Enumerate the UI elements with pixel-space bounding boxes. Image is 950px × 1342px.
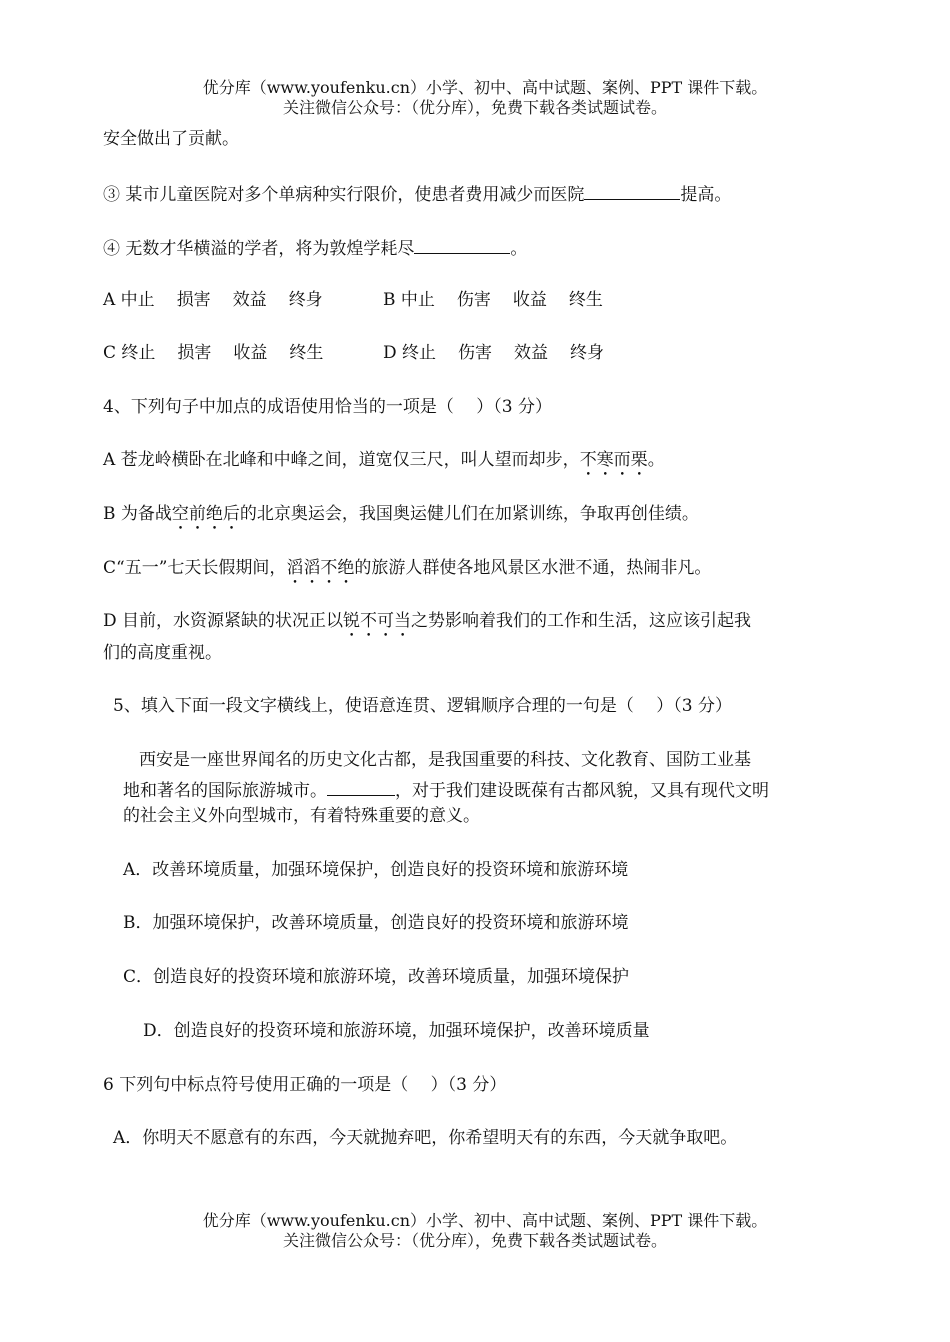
q3-option-d — [383, 343, 604, 363]
q3-s3-text: ③ 某市儿童医院对多个单病种实行限价，使患者费用减少而医院 — [103, 185, 585, 205]
q3-b-word-4: 终生 — [568, 290, 603, 310]
q3-continued-text: 安全做出了贡献。 — [103, 129, 239, 149]
q3-option-c — [103, 343, 323, 363]
q3-s4-text: ④ 无数才华横溢的学者，将为敦煌学耗尽 — [103, 239, 415, 259]
q4-c-idiom: 滔滔不绝 — [286, 558, 355, 578]
q3-option-b — [383, 290, 603, 310]
q3-sentence-3 — [103, 182, 731, 205]
q3-d-word-4: 终身 — [570, 343, 605, 363]
q5-blank — [327, 778, 395, 796]
header-line-1: 优分库（www.youfenku.cn）小学、初中、高中试题、案例、PPT 课件下载。 — [202, 78, 768, 97]
q3-a-word-4: 终身 — [288, 290, 323, 310]
q3-a-word-2: 损害 — [176, 290, 211, 310]
q6-option-a: A．你明天不愿意有的东西，今天就抛弃吧，你希望明天有的东西，今天就争取吧。 — [113, 1128, 738, 1148]
q3-c-word-3: 收益 — [233, 343, 268, 363]
q3-c-word-2: 损害 — [177, 343, 212, 363]
q4-option-b — [103, 504, 699, 534]
q5-para-line-3: 的社会主义外向型城市，有着特殊重要的意义。 — [123, 806, 480, 826]
q3-b-word-2: 伤害 — [456, 290, 491, 310]
q4-a-idiom: 不寒而栗 — [579, 450, 648, 470]
q3-option-a — [103, 290, 323, 310]
q5-para-text: 地和著名的国际旅游城市。 — [123, 781, 327, 801]
q4-b-text: B 为备战 — [103, 504, 172, 524]
footer-line-2: 关注微信公众号：（优分库），免费下载各类试题试卷。 — [282, 1231, 667, 1250]
q4-d-end: 之势影响着我们的工作和生活，这应该引起我 — [411, 611, 752, 631]
q5-para-line-2 — [123, 778, 769, 801]
q3-s4-end: 。 — [510, 239, 528, 259]
header-line-2: 关注微信公众号：（优分库），免费下载各类试题试卷。 — [282, 98, 667, 117]
q3-b-word-1: B 中止 — [383, 290, 435, 310]
q4-option-d — [103, 611, 751, 641]
q3-d-word-3: 效益 — [514, 343, 549, 363]
q4-option-d-line-2: 们的高度重视。 — [103, 643, 222, 663]
q3-s4-blank — [414, 236, 510, 254]
q5-para-line-1: 西安是一座世界闻名的历史文化古都，是我国重要的科技、文化教育、国防工业基 — [139, 750, 751, 770]
q3-d-word-2: 伤害 — [458, 343, 493, 363]
q4-c-end: 的旅游人群使各地风景区水泄不通，热闹非凡。 — [354, 558, 712, 578]
q3-b-word-3: 收益 — [512, 290, 547, 310]
q6-title: 6 下列句中标点符号使用正确的一项是（ ）（3 分） — [103, 1075, 507, 1095]
q3-s3-end: 提高。 — [680, 185, 732, 205]
page-footer — [0, 1211, 950, 1251]
q3-c-word-4: 终生 — [289, 343, 324, 363]
q3-d-word-1: D 终止 — [383, 343, 437, 363]
q3-s3-blank — [584, 182, 680, 200]
q3-a-word-3: 效益 — [232, 290, 267, 310]
q4-option-c — [103, 558, 711, 588]
q4-option-a — [103, 450, 665, 480]
q5-option-c: C．创造良好的投资环境和旅游环境，改善环境质量，加强环境保护 — [123, 967, 630, 987]
q4-a-text: A 苍龙岭横卧在北峰和中峰之间，道宽仅三尺，叫人望而却步， — [103, 450, 580, 470]
q4-c-text: C“五一”七天长假期间， — [103, 558, 287, 578]
q4-title: 4、下列句子中加点的成语使用恰当的一项是（ ）（3 分） — [103, 397, 552, 417]
q3-a-word-1: A 中止 — [103, 290, 155, 310]
q4-d-text: D 目前，水资源紧缺的状况正以 — [103, 611, 344, 631]
q5-para-text-2: ，对于我们建设既葆有古都风貌，又具有现代文明 — [395, 781, 769, 801]
q3-c-word-1: C 终止 — [103, 343, 156, 363]
q5-option-b: B．加强环境保护，改善环境质量，创造良好的投资环境和旅游环境 — [123, 913, 629, 933]
q4-d-idiom: 锐不可当 — [343, 611, 412, 631]
q4-a-end: 。 — [647, 450, 665, 470]
q3-sentence-4 — [103, 236, 527, 259]
q5-option-a: A．改善环境质量，加强环境保护，创造良好的投资环境和旅游环境 — [123, 860, 629, 880]
q4-b-end: 的北京奥运会，我国奥运健儿们在加紧训练，争取再创佳绩。 — [239, 504, 699, 524]
footer-line-1: 优分库（www.youfenku.cn）小学、初中、高中试题、案例、PPT 课件下载。 — [202, 1211, 768, 1230]
page-header — [0, 78, 950, 118]
q5-option-d: D．创造良好的投资环境和旅游环境，加强环境保护，改善环境质量 — [143, 1021, 650, 1041]
q4-b-idiom: 空前绝后 — [171, 504, 240, 524]
q5-title: 5、填入下面一段文字横线上，使语意连贯、逻辑顺序合理的一句是（ ）（3 分） — [113, 696, 732, 716]
